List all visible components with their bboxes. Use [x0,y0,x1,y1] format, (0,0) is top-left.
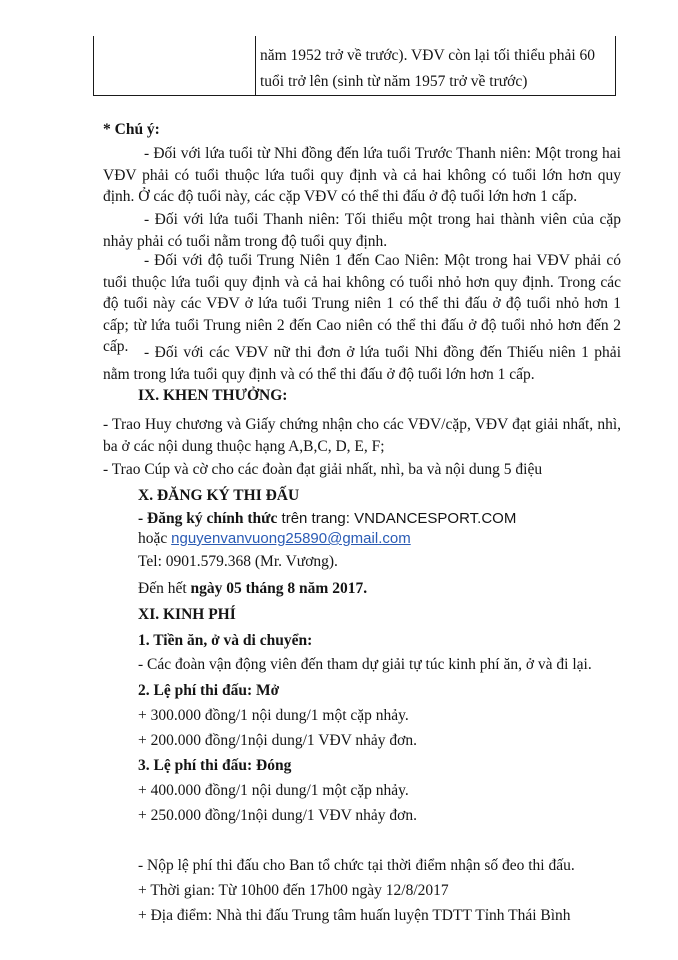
registration-label: - Đăng ký chính thức [138,510,278,527]
registration-line [138,510,516,528]
award-line: - Trao Cúp và cờ cho các đoàn đạt giải nhất, nhì, ba và nội dung 5 điệu [103,461,543,478]
registration-site: trên trang: VNDANCESPORT.COM [277,510,517,527]
fee-line: + 200.000 đồng/1nội dung/1 VĐV nhảy đơn. [138,732,418,749]
subheading-open-fee: 2. Lệ phí thi đấu: Mở [138,682,280,699]
place-line [138,907,571,925]
table-cell-line: tuổi trở lên (sinh từ năm 1957 trở về trước) [260,73,528,90]
section-heading-xi: XI. KINH PHÍ [138,606,236,623]
fee-line: + 400.000 đồng/1 nội dung/1 một cặp nhảy. [138,782,409,799]
payment-line: - Nộp lệ phí thi đấu cho Ban tổ chức tại thời điểm nhận số đeo thi đấu. [138,857,575,874]
subheading-closed-fee: 3. Lệ phí thi đấu: Đóng [138,757,292,774]
fee-line: + 300.000 đồng/1 nội dung/1 một cặp nhảy. [138,707,409,724]
note-item: - Đối với lứa tuổi từ Nhi đồng đến lứa tuổi Trước Thanh niên: Một trong hai VĐV phải có tuổi thuộc lứa tuổi quy định và cả hai không có tuổi lớn hơn quy định. Ở các độ tuổi này, các cặp VĐV có thể thi đấu ở độ tuổi lớn hơn 1 cấp. [103,145,621,205]
fee-line: + 250.000 đồng/1nội dung/1 VĐV nhảy đơn. [138,807,418,824]
note-item: - Đối với độ tuổi Trung Niên 1 đến Cao Niên: Một trong hai VĐV phải có tuổi thuộc lứa tuổi quy định và cả hai không có tuổi nhỏ hơn quy định. Trong các độ tuổi này các VĐV ở lứa tuổi Trung niên 1 có thể thi đấu ở độ tuổi nhỏ hơn 1 cấp; từ lứa tuổi Trung niên 2 đến Cao niên có thể thi đấu ở độ tuổi nhỏ hơn đến 2 cấp. [103,252,621,355]
deadline-prefix: Đến hết [138,580,191,597]
table-cell-line: năm 1952 trở về trước). VĐV còn lại tối thiểu phải 60 [260,47,596,64]
deadline-line [138,580,367,598]
email-link[interactable]: nguyenvanvuong25890@gmail.com [171,530,411,547]
email-line [138,530,411,548]
note-heading: * Chú ý: [103,121,160,138]
tel-line: Tel: 0901.579.368 (Mr. Vương). [138,553,338,570]
place-value: Nhà thi đấu Trung tâm huấn luyện TDTT Tỉnh Thái Bình [216,907,571,924]
or-label: hoặc [138,530,172,547]
section-heading-x: X. ĐĂNG KÝ THI ĐẤU [138,487,300,504]
table-cell [260,43,610,95]
travel-text: - Các đoàn vận động viên đến tham dự giải tự túc kinh phí ăn, ở và đi lại. [138,656,592,673]
table-fragment [93,36,616,96]
note-item: - Đối với các VĐV nữ thi đơn ở lứa tuổi Nhi đồng đến Thiếu niên 1 phải nằm trong lứa tuổi quy định và có thể thi đấu ở độ tuổi lớn hơn 1 cấp. [103,344,621,383]
deadline-date: ngày 05 tháng 8 năm 2017. [190,580,368,597]
section-heading-ix: IX. KHEN THƯỞNG: [138,387,288,404]
time-line: + Thời gian: Từ 10h00 đến 17h00 ngày 12/8/2017 [138,882,449,899]
place-prefix: + Địa điểm: [138,907,217,924]
table-column-divider [255,36,256,95]
subheading-travel: 1. Tiền ăn, ở và di chuyển: [138,632,313,649]
award-line: - Trao Huy chương và Giấy chứng nhận cho các VĐV/cặp, VĐV đạt giải nhất, nhì, ba ở các nội dung thuộc hạng A,B,C, D, E, F; [103,416,621,455]
note-item: - Đối với lứa tuổi Thanh niên: Tối thiểu một trong hai thành viên của cặp nhảy phải có tuổi nằm trong độ tuổi quy định. [103,211,621,250]
